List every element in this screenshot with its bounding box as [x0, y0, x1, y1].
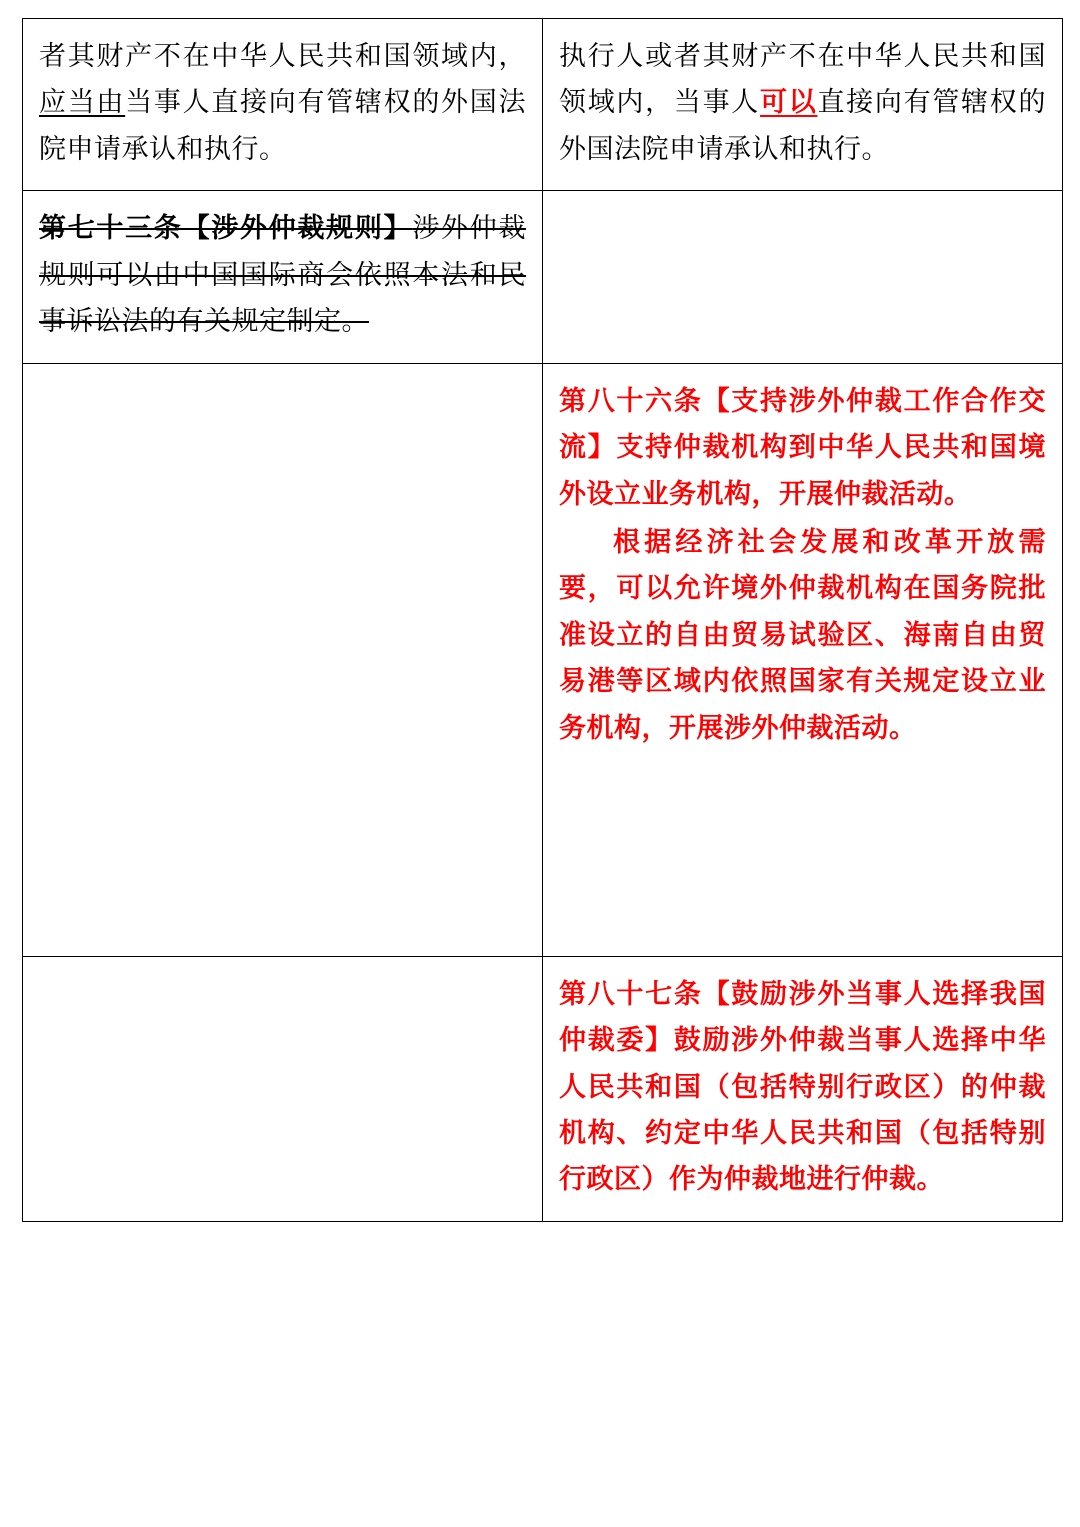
text-segment-article-body: 根据经济社会发展和改革开放需要，可以允许境外仲裁机构在国务院批准设立的自由贸易试验区、海南自由贸易港等区域内依照国家有关规定设立业务机构，开展涉外仲裁活动。	[559, 526, 1046, 743]
text-segment: 直接向有管辖权的外国法院申请承认和执行。	[559, 87, 1046, 164]
text-segment-article-title: 第八十七条【鼓励涉外当事人选择我国仲裁委】	[559, 978, 1046, 1056]
table-cell-new-version	[543, 19, 1063, 191]
table-cell-old-version-empty	[23, 363, 543, 956]
paragraph	[559, 519, 1046, 751]
table-cell-old-version-empty	[23, 956, 543, 1221]
table-cell-new-version-empty	[543, 191, 1063, 363]
text-segment: 当事人直接向有管辖权的外国法院申请承认和执行。	[39, 87, 526, 164]
paragraph	[39, 205, 526, 344]
text-segment: 执行人或者其财产不在中华人民共和国领域内，当事人	[559, 41, 1046, 118]
paragraph	[559, 378, 1046, 517]
text-segment-article-body: 鼓励涉外仲裁当事人选择中华人民共和国（包括特别行政区）的仲裁机构、约定中华人民共和国（包括特别行政区）作为仲裁地进行仲裁。	[559, 1025, 1046, 1195]
table-cell-new-version	[543, 363, 1063, 956]
text-segment-revision: 可以	[760, 87, 818, 118]
text-segment-deleted-title: 第七十三条【涉外仲裁规则】	[39, 213, 413, 244]
text-segment-article-title: 第八十六条【支持涉外仲裁工作合作交流】	[559, 385, 1046, 463]
comparison-table	[22, 18, 1063, 1222]
text-segment-underlined: 应当由	[39, 87, 126, 118]
paragraph	[559, 971, 1046, 1203]
table-cell-old-version	[23, 191, 543, 363]
table-cell-old-version	[23, 19, 543, 191]
table-row	[23, 956, 1063, 1221]
table-row	[23, 191, 1063, 363]
table-cell-new-version	[543, 956, 1063, 1221]
text-segment: 者其财产不在中华人民共和国领域内，	[39, 41, 526, 71]
table-row	[23, 19, 1063, 191]
text-segment-deleted: 涉外仲裁规则可以由中国国际商会依照本法和民事诉讼法的有关规定制定。	[39, 213, 526, 337]
table-row	[23, 363, 1063, 956]
paragraph	[39, 33, 526, 172]
table-body	[23, 19, 1063, 1222]
paragraph	[559, 33, 1046, 172]
text-segment-article-body: 支持仲裁机构到中华人民共和国境外设立业务机构，开展仲裁活动。	[559, 432, 1046, 509]
